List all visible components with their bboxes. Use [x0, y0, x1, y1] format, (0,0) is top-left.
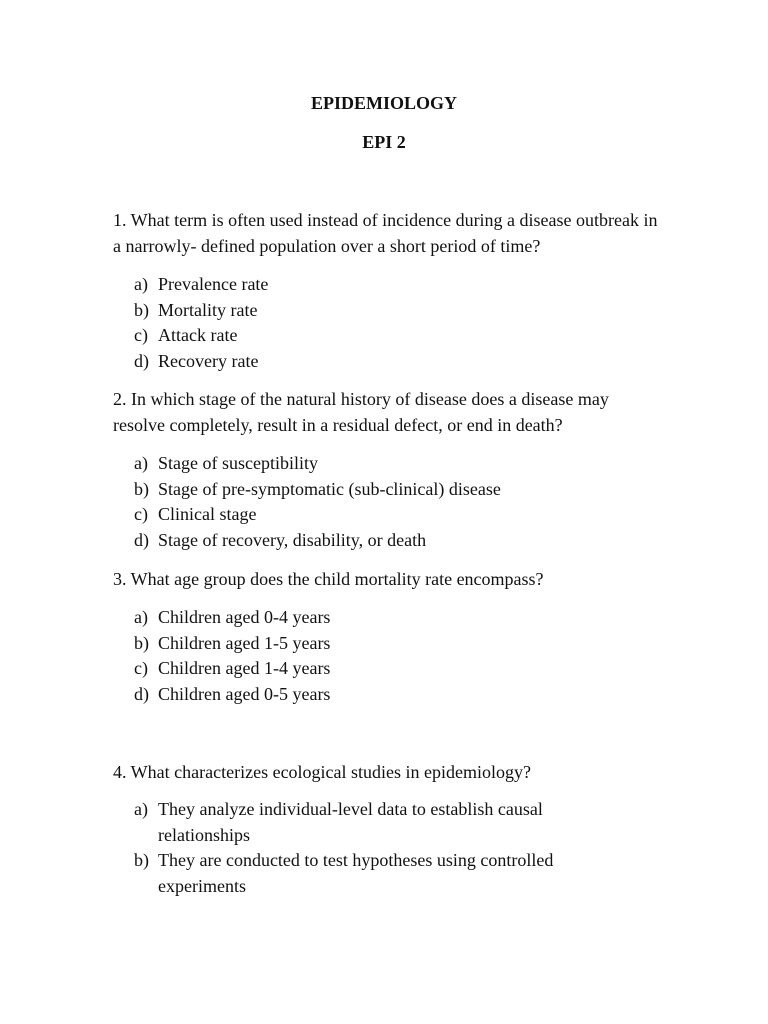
option-item: [134, 272, 614, 298]
question-3-text: 3. What age group does the child mortality rate encompass?: [113, 569, 544, 589]
option-item: [134, 298, 614, 324]
option-letter: b): [134, 632, 149, 653]
option-letter: a): [134, 607, 148, 627]
option-text: Recovery rate: [158, 350, 259, 371]
option-text: Mortality rate: [158, 299, 258, 320]
question-2-text: 2. In which stage of the natural history of disease does a disease may resolve completely, result in a residual defect, or end in death?: [113, 389, 609, 435]
option-item: [134, 656, 614, 682]
option-item: [134, 451, 614, 477]
option-text: Stage of pre-symptomatic (sub-clinical) disease: [158, 478, 501, 499]
option-text: Prevalence rate: [158, 274, 269, 294]
option-text: Children aged 1-5 years: [158, 632, 331, 653]
option-item: [134, 477, 614, 503]
option-letter: b): [134, 299, 149, 320]
question-3-options: [134, 605, 614, 707]
question-1-text: 1. What term is often used instead of incidence during a disease outbreak in a narrowly- defined population over a short period of time?: [113, 210, 658, 256]
option-letter: d): [134, 529, 149, 550]
option-text: Attack rate: [158, 325, 238, 346]
document-subtitle: EPI 2: [362, 132, 406, 152]
option-item: [134, 528, 614, 554]
option-text: They analyze individual-level data to establish causal relationships: [158, 799, 543, 845]
question-4-options: [134, 797, 594, 899]
option-letter: d): [134, 683, 149, 704]
question-4-text: 4. What characterizes ecological studies in epidemiology?: [113, 762, 532, 782]
option-text: They are conducted to test hypotheses using controlled experiments: [158, 850, 554, 896]
question-2-options: [134, 451, 614, 553]
option-item: [134, 349, 614, 375]
option-letter: c): [134, 504, 148, 525]
option-item: [134, 682, 614, 708]
option-letter: c): [134, 658, 148, 679]
option-text: Children aged 0-4 years: [158, 607, 331, 627]
option-letter: b): [134, 478, 149, 499]
option-text: Stage of susceptibility: [158, 453, 318, 473]
option-item: [134, 631, 614, 657]
option-text: Children aged 0-5 years: [158, 683, 331, 704]
option-item: [134, 848, 594, 899]
option-item: [134, 323, 614, 349]
option-text: Children aged 1-4 years: [158, 658, 331, 679]
option-item: [134, 605, 614, 631]
option-item: [134, 797, 594, 848]
option-item: [134, 502, 614, 528]
option-letter: a): [134, 453, 148, 473]
document-title: EPIDEMIOLOGY: [310, 93, 457, 113]
option-letter: a): [134, 274, 148, 294]
option-text: Stage of recovery, disability, or death: [158, 529, 427, 550]
option-letter: d): [134, 350, 149, 371]
question-1-options: [134, 272, 614, 374]
option-letter: c): [134, 325, 148, 346]
option-text: Clinical stage: [158, 504, 257, 525]
option-letter: b): [134, 850, 149, 871]
option-letter: a): [134, 799, 148, 819]
